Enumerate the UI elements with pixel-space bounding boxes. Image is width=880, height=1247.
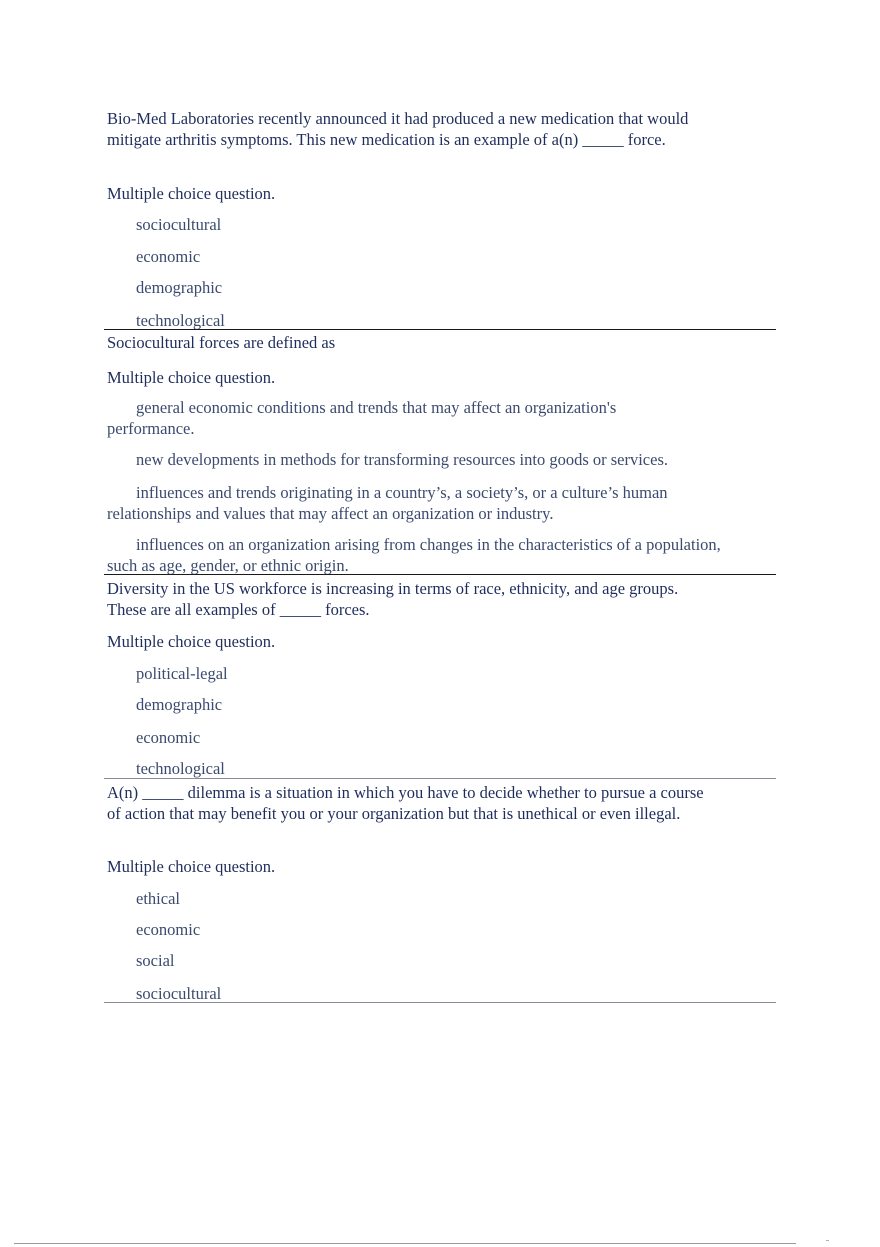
question-type-label: Multiple choice question. [107, 184, 276, 203]
answer-option[interactable]: demographic [136, 278, 223, 297]
answer-option[interactable]: political-legal [136, 664, 228, 683]
answer-option[interactable]: demographic [136, 695, 223, 714]
question-type-label: Multiple choice question. [107, 368, 276, 387]
question-divider [104, 329, 776, 330]
answer-option[interactable]: new developments in methods for transforming resources into goods or services. [136, 450, 669, 469]
question-prompt: A(n) _____ dilemma is a situation in which you have to decide whether to pursue a course of action that may benefit you or your organization but that is unethical or even illegal. [107, 783, 704, 823]
page-corner-mark [826, 1240, 829, 1241]
answer-option[interactable]: sociocultural [136, 984, 222, 1003]
answer-option[interactable]: influences and trends originating in a country’s, a society’s, or a culture’s human relationships and values that may affect an organization or industry. [107, 483, 668, 523]
answer-option[interactable]: general economic conditions and trends that may affect an organization's performance. [107, 398, 617, 438]
question-divider [104, 778, 776, 779]
answer-option[interactable]: ethical [136, 889, 180, 908]
answer-option[interactable]: influences on an organization arising from changes in the characteristics of a population, such as age, gender, or ethnic origin. [107, 535, 721, 575]
question-type-label: Multiple choice question. [107, 632, 276, 651]
answer-option[interactable]: economic [136, 920, 201, 939]
question-prompt: Sociocultural forces are defined as [107, 333, 336, 352]
answer-option[interactable]: technological [136, 759, 225, 778]
page-footer-rule [14, 1243, 796, 1244]
question-prompt: Bio-Med Laboratories recently announced it had produced a new medication that would mitigate arthritis symptoms. This new medication is an example of a(n) _____ force. [107, 109, 689, 149]
question-type-label: Multiple choice question. [107, 857, 276, 876]
answer-option[interactable]: technological [136, 311, 225, 330]
answer-option[interactable]: economic [136, 728, 201, 747]
question-prompt: Diversity in the US workforce is increasing in terms of race, ethnicity, and age groups. These are all examples of _____ forces. [107, 579, 679, 619]
answer-option[interactable]: social [136, 951, 175, 970]
answer-option[interactable]: economic [136, 247, 201, 266]
answer-option[interactable]: sociocultural [136, 215, 222, 234]
question-divider [104, 574, 776, 575]
question-divider [104, 1002, 776, 1003]
